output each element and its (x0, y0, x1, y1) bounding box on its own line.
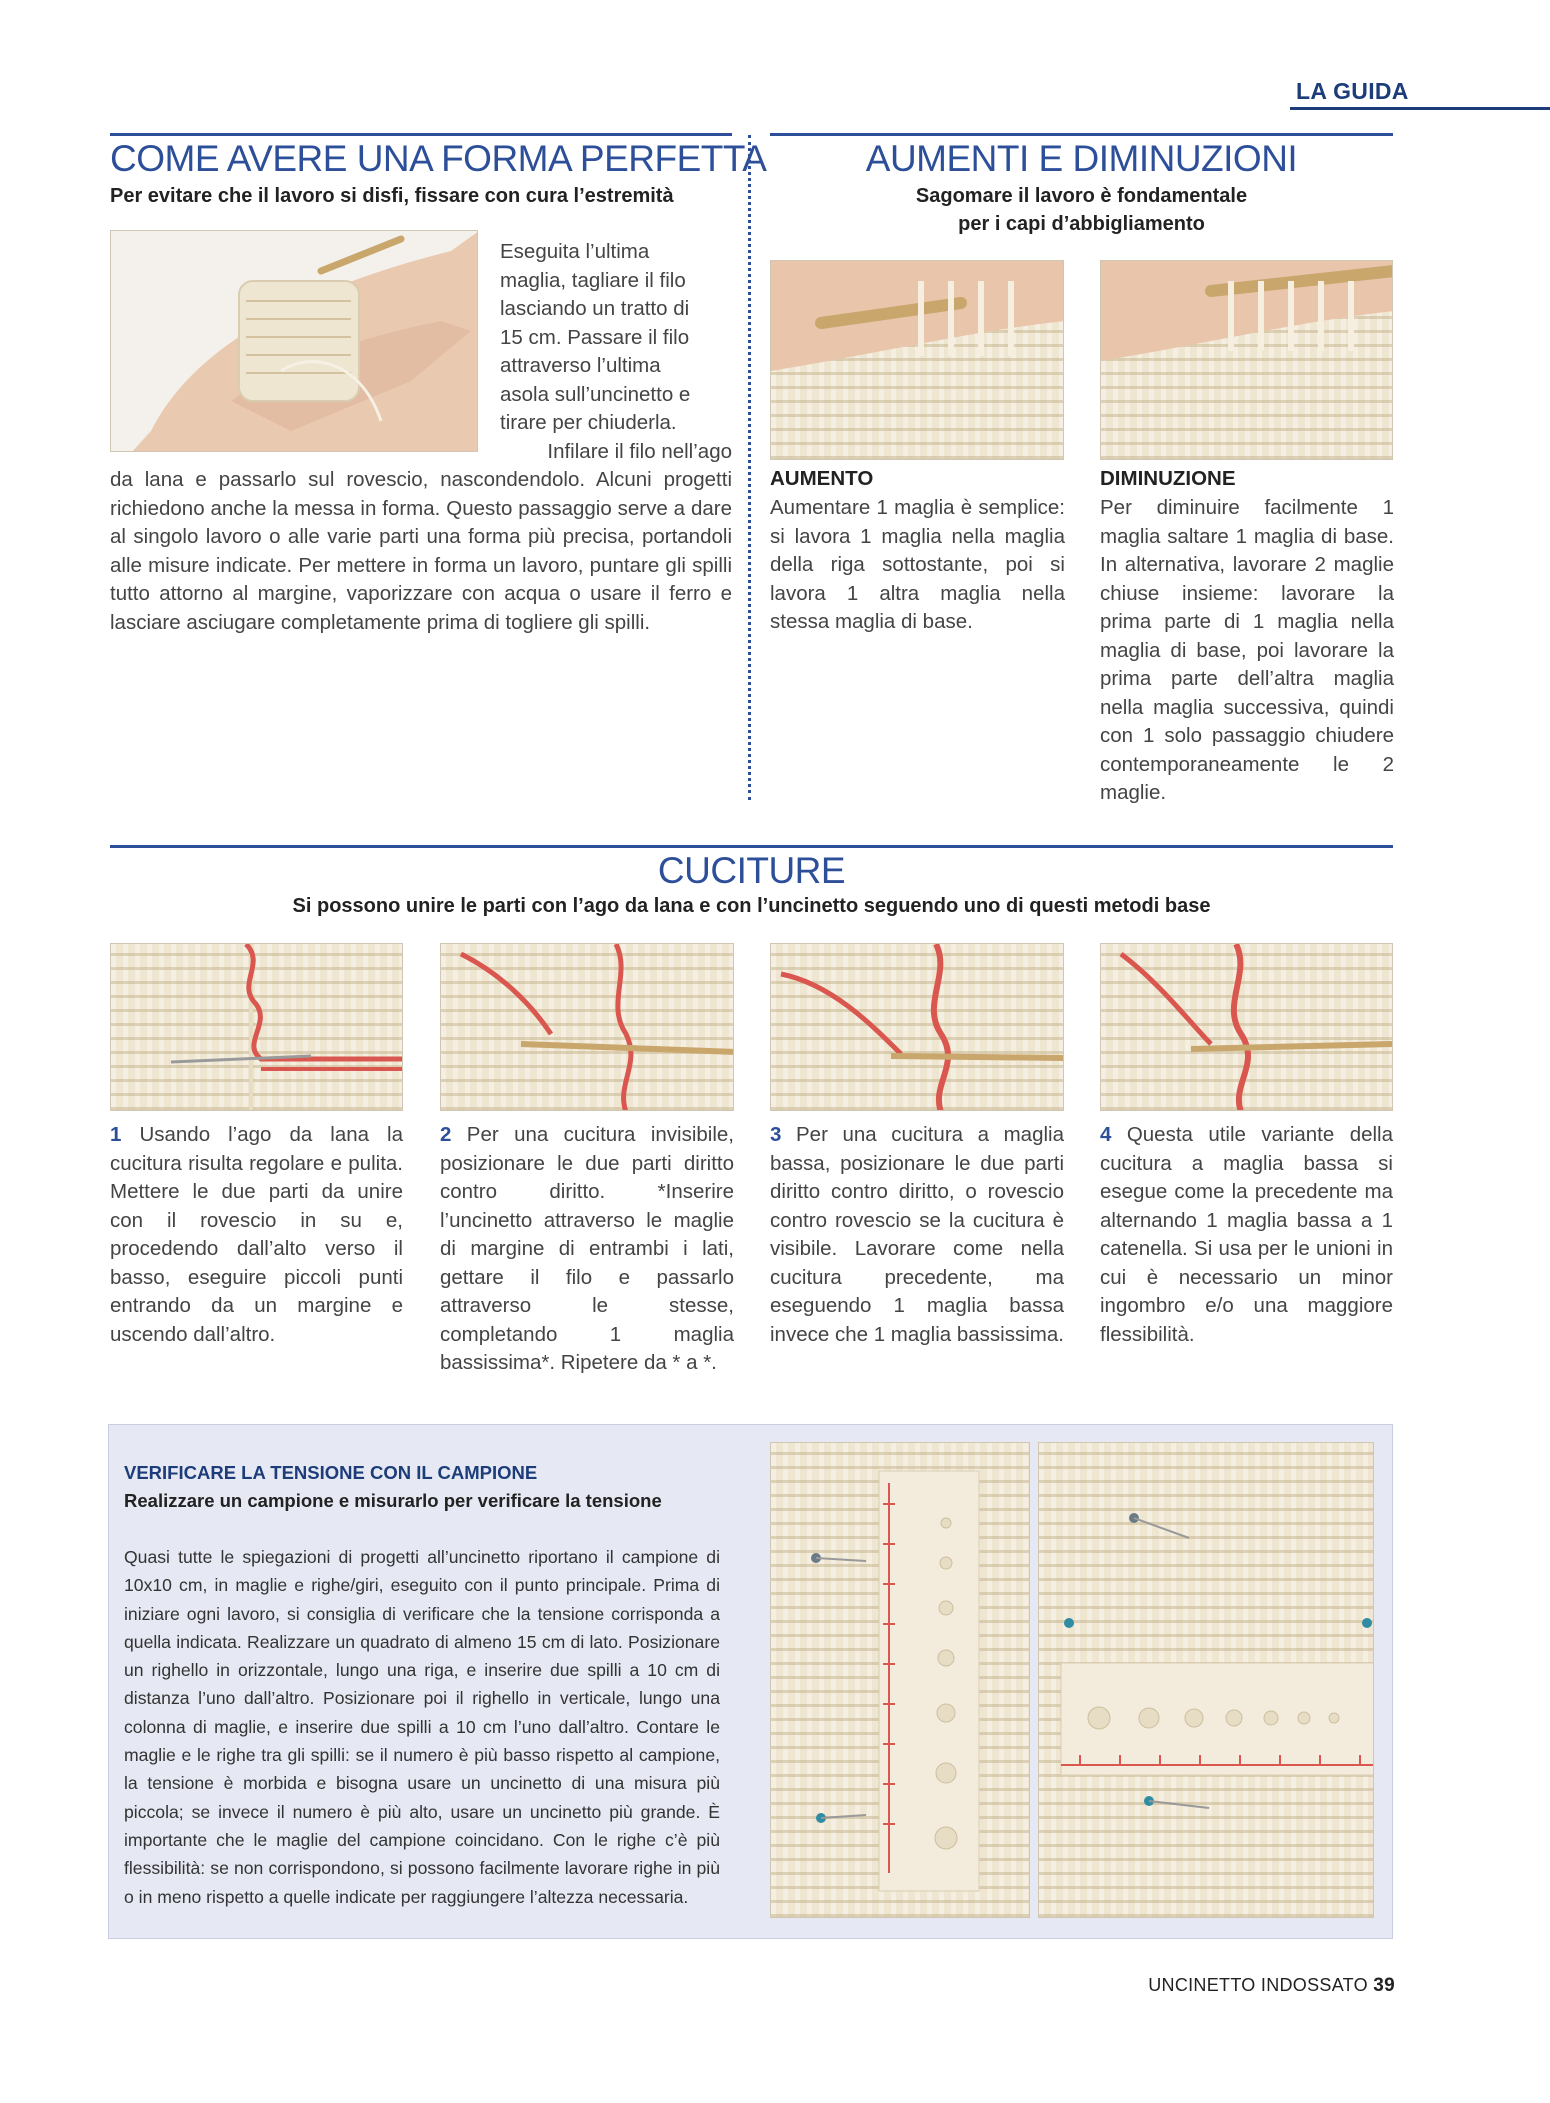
text-line: lasciando un tratto di (500, 297, 690, 320)
seam-photo-1 (110, 943, 403, 1111)
aumento-text: Aumentare 1 maglia è semplice: si lavora 1 maglia nella maglia della riga sottostante, poi si lavora 1 altra maglia nella stessa maglia di base. (770, 496, 1065, 633)
aumenti-title: AUMENTI E DIMINUZIONI (865, 138, 1298, 179)
step-text: Usando l’ago da lana la cucitura risulta regolare e pulita. Mettere le due parti da unire con il rovescio in su e, procedendo dall’alto verso il basso, eseguire piccoli punti entrando da un margine e uscendo dall’altro. (110, 1123, 403, 1346)
aumento-heading: AUMENTO (770, 467, 874, 490)
forma-title: COME AVERE UNA FORMA PERFETTA (110, 138, 767, 179)
divider (110, 133, 732, 136)
page-number: 39 (1373, 1975, 1395, 1996)
subtitle-line: Sagomare il lavoro è fondamentale (915, 185, 1248, 207)
text-line: asola sull’uncinetto e (500, 382, 691, 406)
text-line: Infilare il filo nell’ago (547, 439, 732, 463)
seam-photo-4 (1100, 943, 1393, 1111)
page-footer (1148, 1975, 1395, 1997)
seam-step-3 (770, 1121, 1064, 1349)
cuciture-title: CUCITURE (657, 850, 846, 891)
aumento-photo (770, 260, 1064, 460)
diminuzione-heading: DIMINUZIONE (1100, 467, 1236, 490)
diminuzione-photo (1100, 260, 1393, 460)
seam-photo-2 (440, 943, 734, 1111)
seam-step-4 (1100, 1121, 1393, 1349)
step-text: Per una cucitura a maglia bassa, posizionare le due parti diritto contro diritto, o rovescio contro rovescio se la cucitura è visibile. Lavorare come nella cucitura precedente, ma eseguendo 1 maglia bassa invece che 1 maglia bassissima. (770, 1123, 1064, 1346)
aumenti-subtitle (770, 182, 1393, 238)
magazine-name: UNCINETTO INDOSSATO (1148, 1975, 1368, 1995)
step-text: Questa utile variante della cucitura a maglia bassa si esegue come la precedente ma alternando 1 maglia bassa a 1 catenella. Si usa per le unioni in cui è necessario un minor ingombro e/o una maggiore flessibilità. (1100, 1123, 1394, 1346)
subtitle-line: per i capi d’abbigliamento (958, 213, 1205, 235)
text-line: attraverso l’ultima (500, 354, 661, 377)
step-number: 1 (110, 1123, 122, 1146)
section-label-rule (1290, 107, 1550, 110)
gauge-horizontal-photo (1038, 1442, 1374, 1918)
gauge-vertical-photo (770, 1442, 1030, 1918)
finishing-photo (110, 230, 478, 452)
text-line: maglia, tagliare il filo (500, 268, 686, 292)
text-line: 15 cm. Passare il filo (500, 325, 690, 349)
seam-photo-3 (770, 943, 1064, 1111)
text-line: tirare per chiuderla. (500, 411, 677, 434)
cuciture-subtitle: Si possono unire le parti con l’ago da lana e con l’uncinetto seguendo uno di questi metodi base (292, 895, 1211, 917)
diminuzione-text: Per diminuire facilmente 1 maglia saltare 1 maglia di base. In alternativa, lavorare 2 maglie chiuse insieme: lavorare la prima parte di 1 maglia nella maglia di base, poi lavorare la prima parte dell’altra maglia nella maglia successiva, quindi con 1 solo passaggio chiudere contemporaneamente le 2 maglie. (1100, 496, 1394, 804)
step-number: 4 (1100, 1123, 1112, 1146)
step-text: Per una cucitura invisibile, posizionare le due parti diritto contro diritto. *Inserire l’uncinetto attraverso le maglie di margine di entrambi i lati, gettare il filo e passarlo attraverso le stesse, completando 1 maglia bassissima*. Ripetere da * a *. (440, 1123, 734, 1374)
divider (770, 133, 1393, 136)
step-number: 3 (770, 1123, 782, 1146)
forma-text: da lana e passarlo sul rovescio, nascondendolo. Alcuni progetti richiedono anche la messa in forma. Questo passaggio serve a dare al singolo lavoro o alle varie parti una forma più precisa, portandoli alle misure indicate. Per mettere in forma un lavoro, puntare gli spilli tutto attorno al margine, vaporizzare con acqua o usare il ferro e lasciare asciugare completamente prima di togliere gli spilli. (110, 468, 732, 634)
tensione-text: Quasi tutte le spiegazioni di progetti all’uncinetto riportano il campione di 10x10 cm, in maglie e righe/giri, eseguito con il punto principale. Prima di iniziare ogni lavoro, si consiglia di verificare che la tensione corrisponda a quella indicata. Realizzare un quadrato di almeno 15 cm di lato. Posizionare un righello in orizzontale, lungo una riga, e inserire due spilli a 10 cm di distanza l’uno dall’altro. Posizionare poi il righello in verticale, lungo una colonna di maglie, e inserire due spilli a 10 cm l’uno dall’altro. Contare le maglie e le righe tra gli spilli: se il numero è più basso rispetto al campione, la tensione è morbida e bisogna usare un uncinetto di una misura più piccola; se invece il numero è più alto, usare un uncinetto più grande. È importante che le maglie del campione coincidano. Con le righe c’è più flessibilità: se non corrispondono, si possono facilmente lavorare righe in più o in meno rispetto a quelle indicate per raggiungere l’altezza necessaria. (124, 1547, 720, 1907)
tensione-subtitle: Realizzare un campione e misurarlo per verificare la tensione (124, 1490, 662, 1511)
section-label: LA GUIDA (1296, 78, 1409, 104)
divider (110, 845, 1393, 848)
text-line: Eseguita l’ultima (500, 240, 650, 263)
seam-step-1 (110, 1121, 403, 1349)
tensione-title: VERIFICARE LA TENSIONE CON IL CAMPIONE (124, 1462, 538, 1483)
forma-subtitle: Per evitare che il lavoro si disfi, fissare con cura l’estremità (110, 185, 674, 207)
forma-text-wrapped (500, 238, 732, 466)
column-divider (748, 135, 751, 800)
seam-step-2 (440, 1121, 734, 1378)
step-number: 2 (440, 1123, 452, 1146)
